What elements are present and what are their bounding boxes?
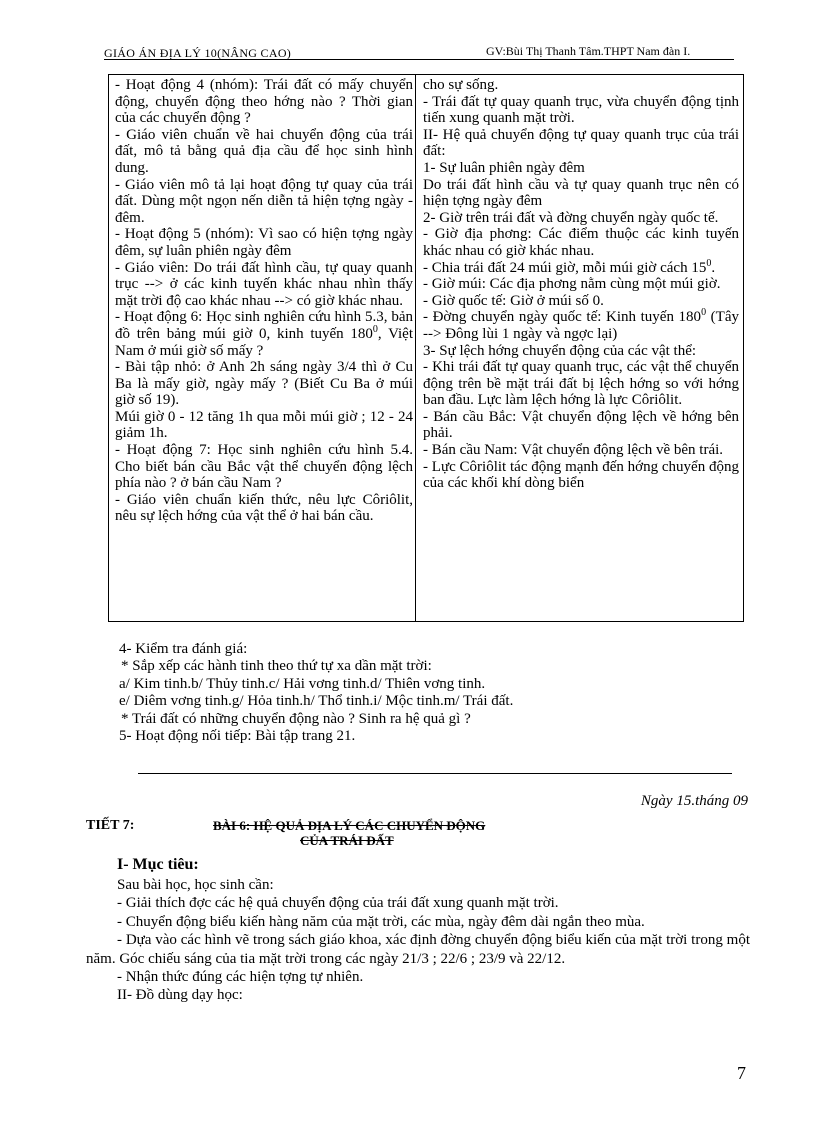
table-right-line: - Giờ quốc tế: Giờ ở múi số 0. (423, 292, 604, 309)
objectives-heading: I- Mục tiêu: (117, 856, 199, 873)
table-right-line: 1- Sự luân phiên ngày đêm (423, 159, 585, 176)
table-left-line: - Giáo viên chuẩn về hai chuyển động của trái đất, mô tả bằng quả địa cầu để học sinh hình dung. (115, 126, 413, 176)
table-right-line: cho sự sống. (423, 77, 499, 93)
assessment-line: * Sắp xếp các hành tinh theo thứ tự xa dần mặt trời: (121, 658, 432, 675)
table-right-line: 2- Giờ trên trái đất và đờng chuyển ngày quốc tế. (423, 209, 719, 226)
header-rule (104, 59, 734, 60)
objective-line: - Nhận thức đúng các hiện tợng tự nhiên. (117, 969, 364, 986)
table-right-line: - Bán cầu Bắc: Vật chuyển động lệch về hớng bên phải. (423, 408, 739, 442)
table-right-line: - Bán cầu Nam: Vật chuyển động lệch về bên trái. (423, 442, 724, 459)
header-left: GIÁO ÁN ĐỊA LÝ 10(NÂNG CAO) (104, 46, 292, 60)
table-right-line: - Lực Côriôlit tác động mạnh đến hớng chuyển động của các khối khí dòng biển (423, 458, 739, 492)
objectives-body (86, 876, 750, 1005)
objective-line: - Giải thích đợc các hệ quả chuyển động của trái đất xung quanh mặt trời. (117, 895, 559, 912)
assessment-section (119, 641, 749, 745)
table-right-line: - Đờng chuyển ngày quốc tế: Kinh tuyến $180^0$ (Tây --> Đông lùi 1 ngày và ngợc lại) (423, 307, 739, 342)
table-right-line: Do trái đất hình cầu và tự quay quanh trục nên có hiện tợng ngày đêm (423, 176, 739, 210)
objective-line: II- Đồ dùng dạy học: (117, 987, 243, 1004)
table-left-line: - Hoạt động 4 (nhóm): Trái đất có mấy chuyển động, chuyển động theo hớng nào ? Thời gian của các chuyển động ? (115, 77, 413, 127)
assessment-line: 5- Hoạt động nối tiếp: Bài tập trang 21. (119, 728, 356, 745)
degree-sup: 0 (706, 257, 712, 269)
lesson-table (108, 74, 744, 622)
degree-sup: 0 (372, 323, 378, 335)
section-rule (138, 773, 732, 774)
degree-sup: 0 (701, 307, 707, 319)
table-left-line: - Giáo viên: Do trái đất hình cầu, tự quay quanh trục --> ở các kinh tuyến khác nhau nhìn thấy mặt trời độ cao khác nhau --> có giờ khác nhau. (115, 259, 413, 309)
lesson-title-line-2: CỦA TRÁI ĐẤT (300, 833, 394, 848)
table-left-line: Múi giờ 0 - 12 tăng 1h qua mỗi múi giờ ; 12 - 24 giảm 1h. (115, 408, 413, 442)
table-left-line: - Hoạt động 7: Học sinh nghiên cứu hình 5.4. Cho biết bán cầu Bắc vật thể chuyển động lệch phía nào ? ở bán cầu Nam ? (115, 442, 413, 492)
table-right-line: 3- Sự lệch hớng chuyển động của các vật thể: (423, 342, 697, 359)
table-right-line: - Giờ múi: Các địa phơng nằm cùng một múi giờ. (423, 276, 721, 293)
column-divider (415, 75, 416, 621)
table-right-line: II- Hệ quả chuyển động tự quay quanh trục của trái đất: (423, 126, 739, 160)
content-column (423, 77, 739, 492)
table-right-line: - Chia trái đất 24 múi giờ, mỗi múi giờ cách $15^0$. (423, 257, 716, 276)
objective-line: - Chuyển động biểu kiến hàng năm của mặt trời, các mùa, ngày đêm dài ngắn theo mùa. (117, 913, 645, 930)
table-left-line: - Hoạt động 6: Học sinh nghiên cứu hình 5.3, bản đồ trên bảng múi giờ 0, kinh tuyến $180^0$, Việt Nam ở múi giờ số mấy ? (115, 309, 414, 359)
header-right: GV:Bùi Thị Thanh Tâm.THPT Nam đàn I. (486, 44, 691, 58)
lesson-number: TIẾT 7: (86, 818, 135, 833)
table-left-line: - Giáo viên chuẩn kiến thức, nêu lực Côriôlit, nêu sự lệch hớng của vật thể ở hai bán cầu. (115, 491, 413, 525)
lesson-title-line-1: BÀI 6: HỆ QUẢ ĐỊA LÝ CÁC CHUYỂN ĐỘNG (213, 818, 486, 833)
assessment-line: 4- Kiểm tra đánh giá: (119, 641, 248, 657)
table-right-line: - Giờ địa phơng: Các điểm thuộc các kinh tuyến khác nhau có giờ khác nhau. (423, 226, 739, 259)
table-left-line: - Hoạt động 5 (nhóm): Vì sao có hiện tợng ngày đêm, sự luân phiên ngày đêm (115, 226, 413, 259)
table-right-line: - Trái đất tự quay quanh trục, vừa chuyển động tịnh tiến xung quanh mặt trời. (423, 93, 739, 127)
assessment-line: * Trái đất có những chuyển động nào ? Sinh ra hệ quả gì ? (121, 710, 471, 727)
lesson-date: Ngày 15.tháng 09 (640, 793, 748, 809)
page-number: 7 (737, 1063, 746, 1083)
teacher-activity-column (115, 77, 413, 525)
table-left-line: - Bài tập nhỏ: ở Anh 2h sáng ngày 3/4 thì ở Cu Ba là mấy giờ, ngày mấy ? (Biết Cu Ba ở múi giờ số 19). (115, 359, 413, 409)
assessment-line: a/ Kim tinh.b/ Thủy tinh.c/ Hải vơng tinh.d/ Thiên vơng tinh. (119, 675, 486, 692)
table-left-line: - Giáo viên mô tả lại hoạt động tự quay của trái đất. Dùng một ngọn nến diễn tả hiện tợng ngày - đêm. (115, 176, 413, 226)
objective-line: - Dựa vào các hình vẽ trong sách giáo khoa, xác định đờng chuyển động biểu kiến của mặt trời trong một năm. Góc chiếu sáng của tia mặt trời trong các ngày 21/3 ; 22/6 ; 23/9 và 22/12. (86, 932, 750, 967)
table-right-line: - Khi trái đất tự quay quanh trục, các vật thể chuyển động trên bề mặt trái đất bị lệch hớng so với hớng ban đầu. Lực làm lệch hớng là lực Côriôlit. (423, 359, 739, 409)
assessment-line: e/ Diêm vơng tinh.g/ Hỏa tinh.h/ Thổ tinh.i/ Mộc tinh.m/ Trái đất. (119, 693, 514, 710)
objective-line: Sau bài học, học sinh cần: (117, 877, 274, 893)
